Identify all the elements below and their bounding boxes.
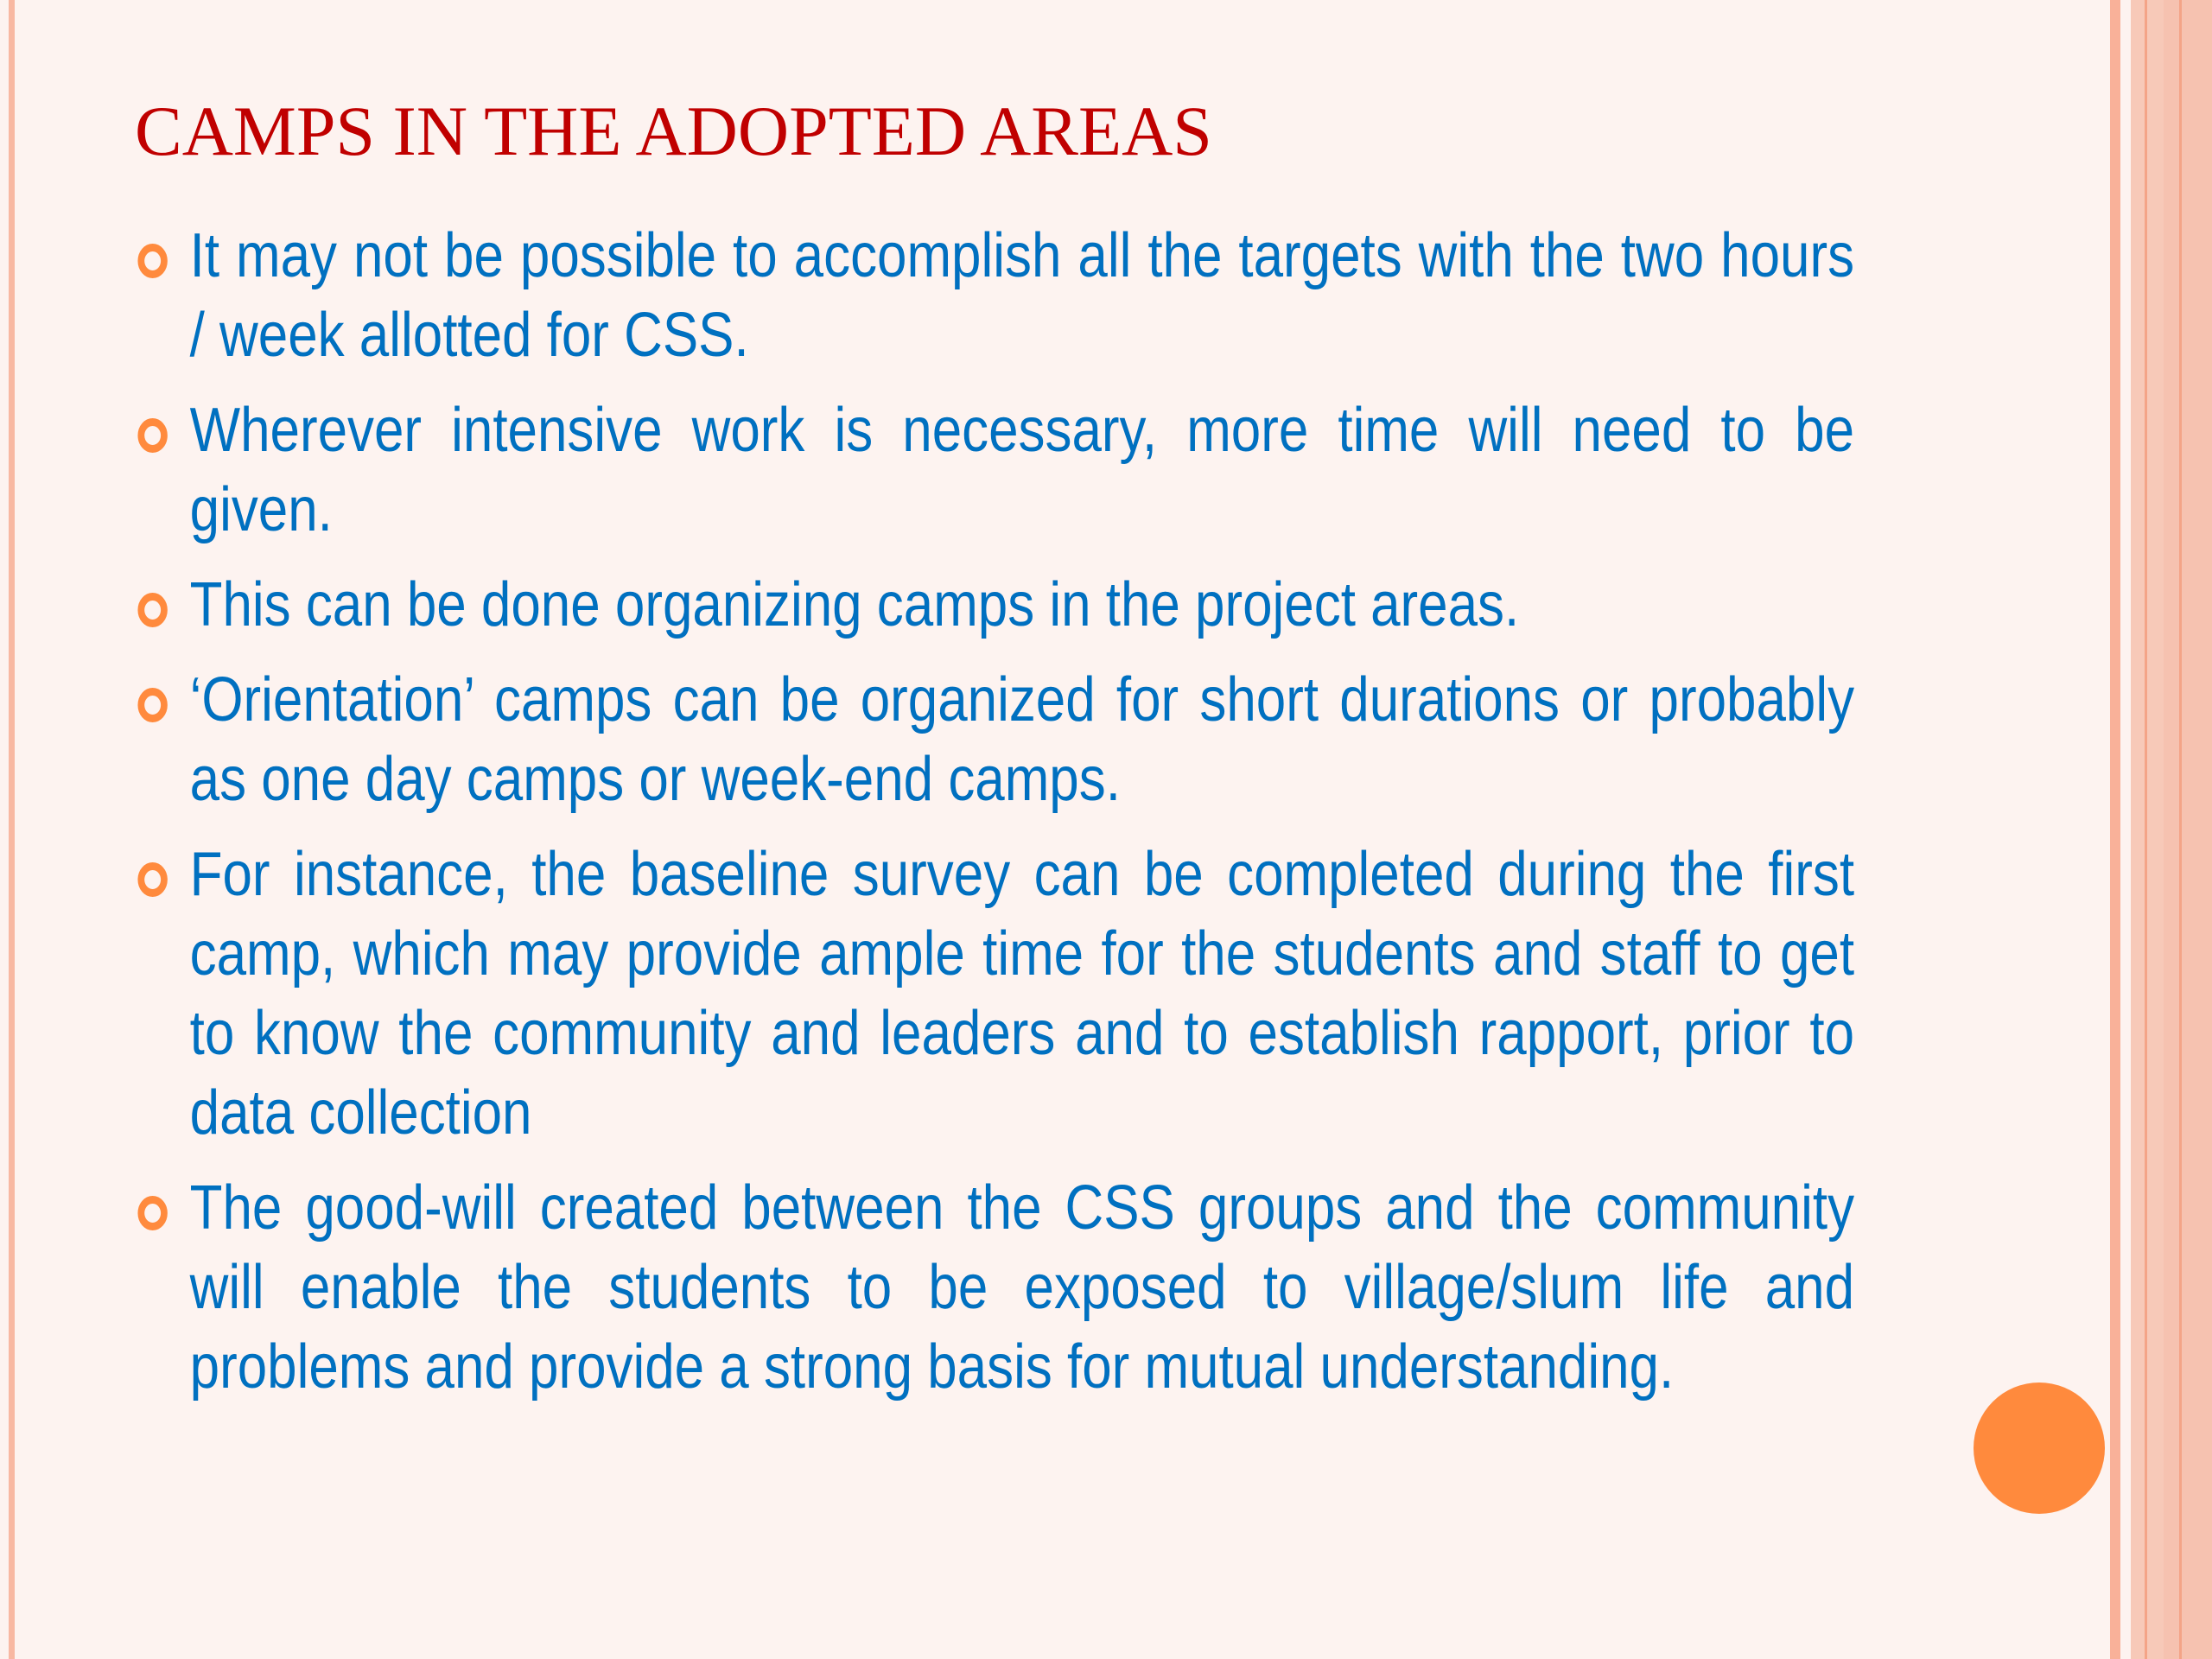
bullet-item <box>135 835 1854 1153</box>
right-decorative-band <box>2164 0 2212 1659</box>
bullet-item <box>135 1168 1854 1407</box>
bullet-text: For instance, the baseline survey can be completed during the first camp, which may provide ample time for the students and staff to get to know the community and leaders and to establish rapport, prior to data collection <box>189 840 1855 1147</box>
circle-bullet-icon <box>137 593 167 627</box>
slide-title: CAMPS IN THE ADOPTED AREAS <box>135 92 1212 170</box>
bullet-text: The good-will created between the CSS groups and the community will enable the students to be exposed to village/slum life and problems and provide a strong basis for mutual understanding. <box>189 1173 1855 1402</box>
left-decorative-rule <box>9 0 15 1659</box>
circle-bullet-icon <box>137 688 167 722</box>
right-decorative-band <box>2131 0 2164 1659</box>
bullet-item <box>135 660 1854 819</box>
circle-bullet-icon <box>137 418 167 453</box>
circle-bullet-icon <box>137 862 167 897</box>
right-decorative-band <box>2110 0 2120 1659</box>
bullet-item <box>135 565 1854 645</box>
bullet-text: Wherever intensive work is necessary, more time will need to be given. <box>189 396 1855 544</box>
bullet-text: It may not be possible to accomplish all the targets with the two hours / week allotted for CSS. <box>189 221 1855 370</box>
bullet-text: This can be done organizing camps in the project areas. <box>189 570 1520 639</box>
right-decorative-line <box>2179 0 2182 1659</box>
bullet-item <box>135 391 1854 550</box>
bullet-text: ‘Orientation’ camps can be organized for short durations or probably as one day camps or week-end camps. <box>189 665 1855 814</box>
circle-bullet-icon <box>137 244 167 278</box>
circle-bullet-icon <box>137 1196 167 1230</box>
bullet-list <box>135 216 1892 1422</box>
orange-circle-decoration <box>1974 1382 2105 1514</box>
bullet-item <box>135 216 1854 375</box>
right-decorative-line <box>2145 0 2147 1659</box>
